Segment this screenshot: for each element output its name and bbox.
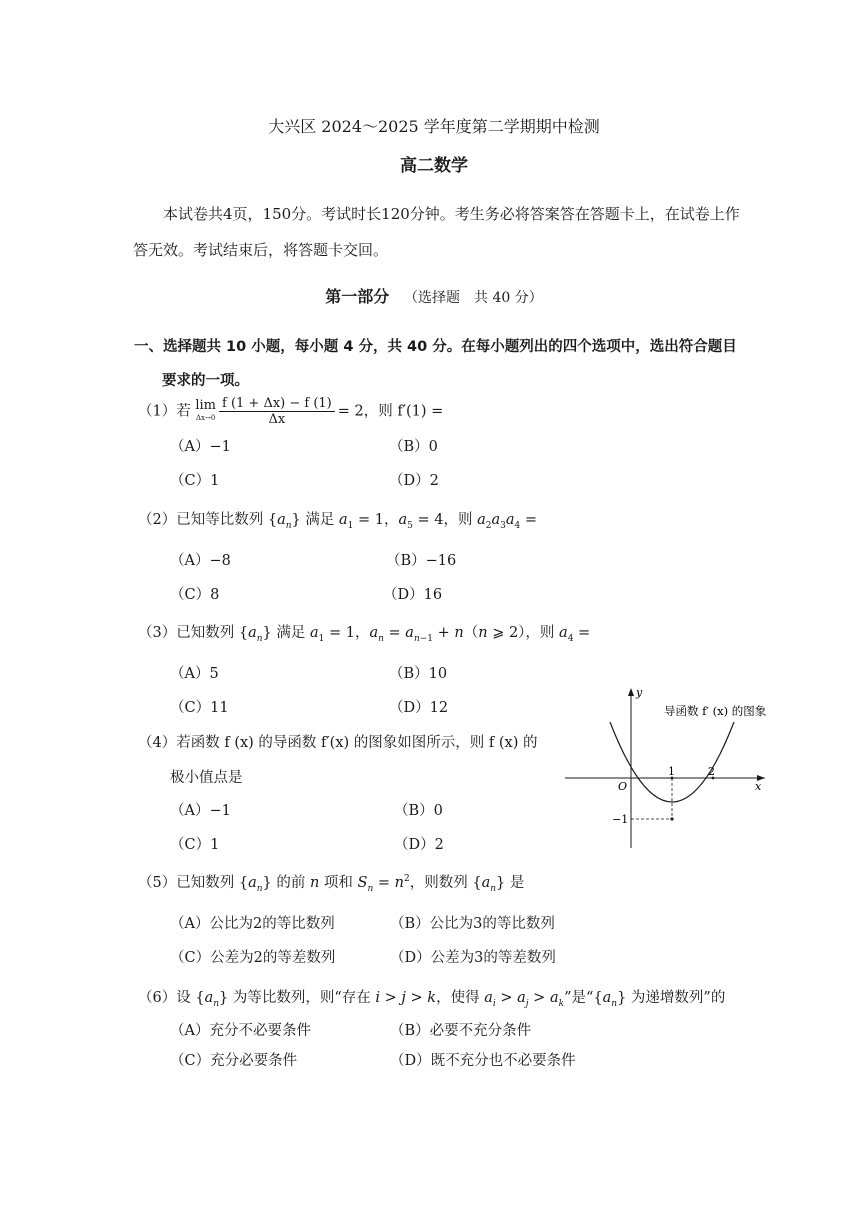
question-6-option-a[interactable]: （A）充分不必要条件 — [170, 1023, 311, 1039]
question-5-number: （5） — [138, 875, 177, 891]
question-6-option-d[interactable]: （D）既不充分也不必要条件 — [390, 1053, 576, 1069]
question-4-stem-line1 — [138, 731, 537, 752]
fraction-denominator: Δx — [268, 412, 286, 427]
question-1-number: （1） — [138, 403, 177, 420]
difference-quotient — [219, 396, 335, 427]
minimum-point — [670, 817, 673, 820]
question-2-option-d[interactable]: （D）16 — [383, 587, 443, 603]
question-3-number: （3） — [138, 625, 177, 641]
part-note: （选择题 共 40 分） — [404, 290, 543, 306]
question-6-number: （6） — [138, 990, 177, 1006]
tick-label-neg1: −1 — [612, 813, 629, 826]
part-name: 第一部分 — [325, 287, 390, 306]
tick-label-2: 2 — [708, 765, 715, 778]
question-2-option-a[interactable]: （A）−8 — [170, 553, 231, 569]
y-axis-arrow — [628, 688, 634, 696]
question-5-option-d[interactable]: （D）公差为3的等差数列 — [390, 950, 556, 966]
limit-subscript: Δx→0 — [196, 413, 216, 422]
exam-subject: 高二数学 — [400, 156, 468, 176]
question-5-option-b[interactable]: （B）公比为3的等比数列 — [390, 916, 555, 932]
question-2-option-b[interactable]: （B）−16 — [386, 553, 457, 569]
x-axis-label: x — [755, 780, 762, 793]
question-4-option-d[interactable]: （D）2 — [394, 837, 444, 853]
question-1-option-d[interactable]: （D）2 — [389, 473, 439, 489]
question-6-stem: （6）设 $\{a_n\}$ 为等比数列，则“存在 i > j > k，使得 $a_i > a_j > a_k$”是“$\{a_n\}$ 为递增数列”的 — [138, 990, 726, 1009]
question-4-option-a[interactable]: （A）−1 — [170, 803, 231, 819]
question-3-stem: （3）已知数列 $\{a_n\}$ 满足 $a_1 = 1$，$a_n = a_{n-1} + n(n$ ⩾ 2），则 $a_4$ = — [138, 625, 591, 644]
derivative-graph-figure — [560, 682, 790, 852]
figure-caption: 导函数 f′ (x) 的图象 — [664, 704, 767, 718]
question-1-option-b[interactable]: （B）0 — [389, 439, 438, 455]
question-4-option-b[interactable]: （B）0 — [394, 803, 443, 819]
question-3-option-a[interactable]: （A）5 — [170, 666, 219, 682]
question-3-option-c[interactable]: （C）11 — [170, 700, 229, 716]
question-4-option-c[interactable]: （C）1 — [170, 837, 220, 853]
question-5-stem: （5）已知数列 $\{a_n\}$ 的前 n 项和 $S_n = n^2$，则数列 $\{a_n\}$ 是 — [138, 874, 525, 894]
section-heading-line1: 一、选择题共 10 小题，每小题 4 分，共 40 分。在每小题列出的四个选项中，选出符合题目 — [134, 339, 737, 355]
origin-label: O — [618, 780, 628, 793]
tick-label-1: 1 — [668, 765, 675, 778]
question-5-option-a[interactable]: （A）公比为2的等比数列 — [170, 916, 335, 932]
y-axis-label: y — [636, 686, 643, 699]
section-heading-line2: 要求的一项。 — [162, 373, 249, 389]
question-6-option-b[interactable]: （B）必要不充分条件 — [390, 1023, 532, 1039]
question-3-option-d[interactable]: （D）12 — [389, 700, 449, 716]
question-2-option-c[interactable]: （C）8 — [170, 587, 220, 603]
question-1-option-c[interactable]: （C）1 — [170, 473, 220, 489]
fraction-numerator: f (1 + Δx) − f (1) — [219, 396, 335, 412]
question-4-text1: 若函数 f (x) 的导函数 f′(x) 的图象如图所示，则 f (x) 的 — [176, 735, 538, 751]
question-4-stem-line2: 极小值点是 — [170, 770, 243, 786]
question-1-option-a[interactable]: （A）−1 — [170, 439, 231, 455]
question-6-option-c[interactable]: （C）充分必要条件 — [170, 1053, 298, 1069]
question-1-suffix: = 2，则 f′(1) = — [337, 403, 444, 420]
question-3-option-b[interactable]: （B）10 — [389, 666, 448, 682]
question-5-option-c[interactable]: （C）公差为2的等差数列 — [170, 950, 336, 966]
question-4-number: （4） — [138, 735, 177, 751]
question-2-number: （2） — [138, 512, 177, 528]
question-2-stem: （2）已知等比数列 $\{a_n\}$ 满足 $a_1 = 1$，$a_5 = 4$，则 $a_2a_3a_4$ = — [138, 512, 537, 531]
part-heading — [0, 284, 868, 307]
exam-title: 大兴区 2024～2025 学年度第二学期期中检测 — [268, 117, 600, 136]
question-1-stem — [138, 396, 443, 427]
question-1-prefix: 若 — [176, 403, 191, 420]
limit-operator: lim Δx→0 — [195, 397, 216, 422]
exam-instructions: 本试卷共4页，150分。考试时长120分钟。考生务必将答案答在答题卡上，在试卷上作答无效。考试结束后，将答题卡交回。 — [133, 205, 740, 259]
